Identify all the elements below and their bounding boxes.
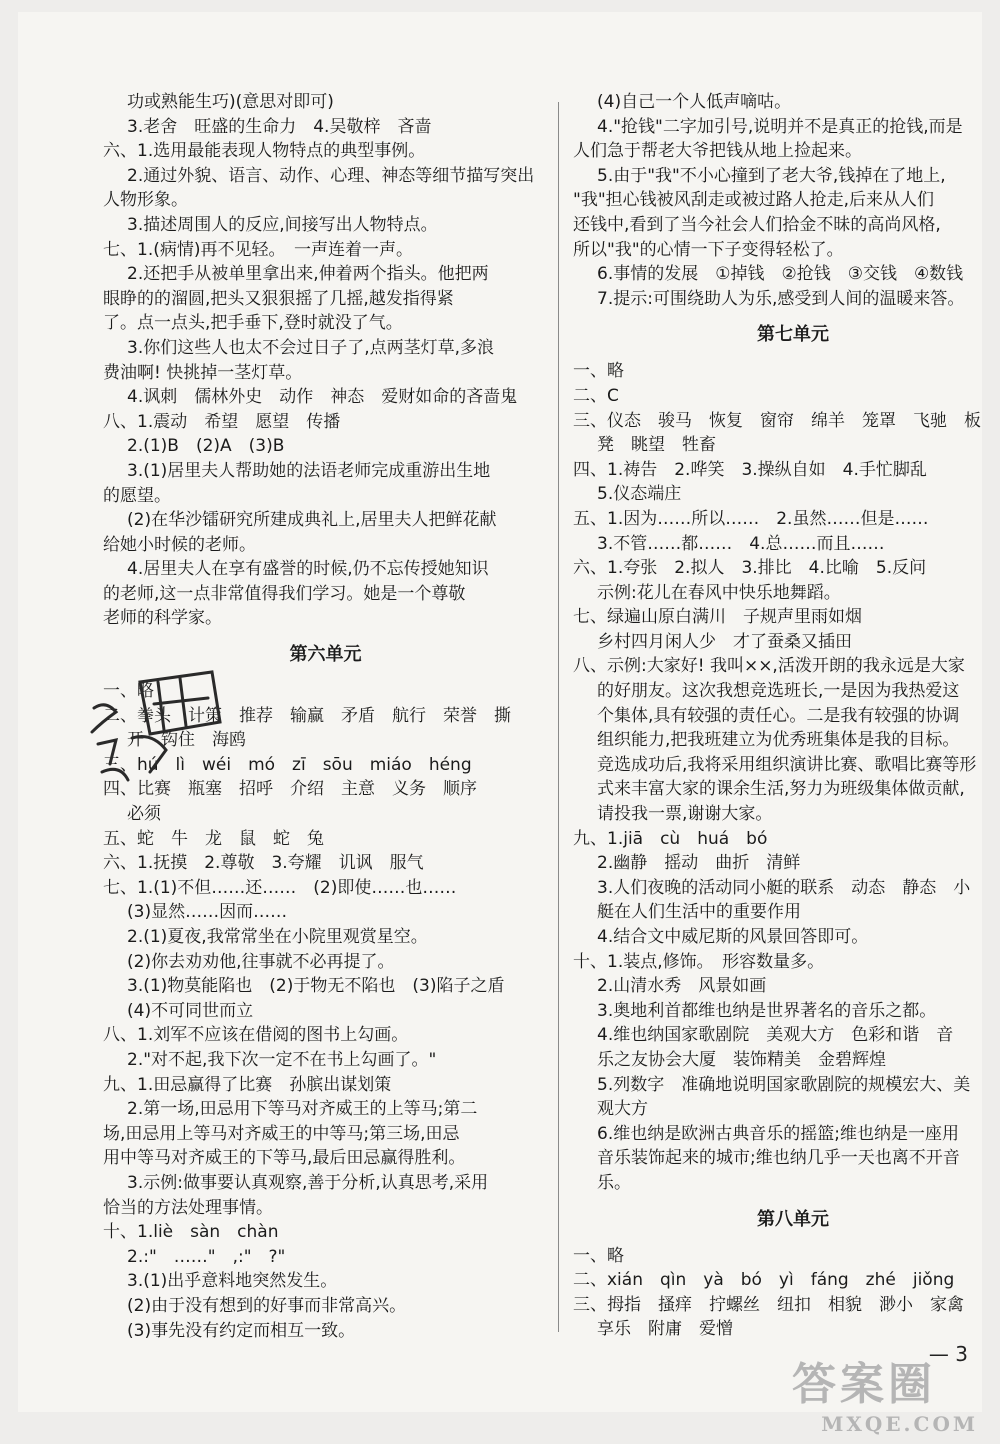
watermark-en: MXQE.COM — [821, 1412, 978, 1436]
answer-line: 组织能力,把我班建立为优秀班集体是我的目标。 — [597, 730, 960, 751]
answer-line: 乐之友协会大厦 装饰精美 金碧辉煌 — [597, 1049, 886, 1070]
answer-line: 五、蛇 牛 龙 鼠 蛇 兔 — [103, 828, 324, 849]
answer-line: 4.居里夫人在享有盛誉的时候,仍不忘传授她知识 — [127, 559, 489, 580]
answer-line: 3.不管……都…… 4.总……而且…… — [597, 533, 885, 554]
answer-line: 2.(1)夏夜,我常常坐在小院里观赏星空。 — [127, 927, 428, 947]
answer-line: 3.你们这些人也太不会过日子了,点两茎灯草,多浪 — [127, 337, 495, 358]
answer-line: 九、1.jiā cù huá bó — [573, 828, 768, 849]
page-number: — 3 — [928, 1342, 968, 1366]
answer-line: 的好朋友。这次我想竞选班长,一是因为我热爱这 — [597, 681, 960, 702]
answer-line: 3.描述周围人的反应,间接写出人物特点。 — [127, 214, 438, 235]
answer-line: 二、C — [573, 385, 619, 406]
answer-line: 九、1.田忌赢得了比赛 孙膑出谋划策 — [103, 1074, 392, 1095]
answer-line: 还钱中,看到了当今社会人们拾金不昧的高尚风格, — [573, 214, 941, 235]
answer-line: 费油啊! 快挑掉一茎灯草。 — [103, 362, 303, 383]
answer-line: 老师的科学家。 — [103, 608, 222, 629]
answer-line: 3.(1)居里夫人帮助她的法语老师完成重游出生地 — [127, 460, 491, 481]
answer-line: 6.事情的发展 ①掉钱 ②抢钱 ③交钱 ④数钱 — [597, 264, 964, 285]
answer-line: 乡村四月闲人少 才了蚕桑又插田 — [597, 631, 852, 652]
answer-line: 5.由于"我"不小心撞到了老大爷,钱掉在了地上, — [597, 165, 946, 186]
answer-line: 四、1.祷告 2.哗笑 3.操纵自如 4.手忙脚乱 — [573, 459, 927, 480]
answer-line: 四、比赛 瓶塞 招呼 介绍 主意 义务 顺序 — [103, 779, 477, 800]
answer-line: 2.:" ……" ,:" ?" — [127, 1246, 286, 1267]
answer-page — [18, 12, 982, 1412]
answer-line: 个集体,具有较强的责任心。二是我有较强的协调 — [597, 705, 960, 726]
answer-line: 2.(1)B (2)A (3)B — [127, 436, 285, 457]
column-divider — [558, 102, 559, 1332]
answer-line: 二、拳头 计策 推荐 输赢 矛盾 航行 荣誉 撕 — [103, 705, 511, 726]
answer-line: 人们急于帮老大爷把钱从地上捡起来。 — [573, 141, 862, 162]
answer-line: 功或熟能生巧)(意思对即可) — [127, 92, 334, 112]
answer-line: 六、1.夸张 2.拟人 3.排比 4.比喻 5.反问 — [573, 558, 927, 579]
answer-line: 用中等马对齐威王的下等马,最后田忌赢得胜利。 — [103, 1148, 466, 1169]
answer-line: 六、1.抚摸 2.尊敬 3.夸耀 讥讽 服气 — [103, 853, 424, 874]
answer-line: (4)自己一个人低声嘀咕。 — [597, 92, 792, 112]
answer-line: 了。点一点头,把手垂下,登时就没了气。 — [103, 313, 403, 334]
answer-line: 的老师,这一点非常值得我们学习。她是一个尊敬 — [103, 583, 466, 604]
answer-line: 3.奥地利首都维也纳是世界著名的音乐之都。 — [597, 1000, 937, 1021]
answer-line: 3.(1)出乎意料地突然发生。 — [127, 1271, 338, 1292]
answer-line: 七、绿遍山原白满川 子规声里雨如烟 — [573, 607, 862, 628]
answer-line: 2.第一场,田忌用下等马对齐威王的上等马;第二 — [127, 1099, 478, 1120]
answer-line: 人物形象。 — [103, 190, 188, 211]
answer-line: 2.还把手从被单里拿出来,伸着两个指头。他把两 — [127, 264, 489, 285]
answer-line: 十、1.装点,修饰。 形容数量多。 — [573, 951, 825, 972]
answer-line: 竞选成功后,我将采用组织演讲比赛、歌唱比赛等形 — [597, 754, 977, 775]
answer-line: 恰当的方法处理事情。 — [103, 1197, 273, 1218]
answer-line: (2)你去劝劝他,往事就不必再提了。 — [127, 951, 395, 972]
right-column — [573, 90, 1000, 1342]
answer-line: 八、1.震动 希望 愿望 传播 — [103, 411, 341, 432]
answer-line: 3.(1)物莫能陷也 (2)于物无不陷也 (3)陷子之盾 — [127, 976, 505, 997]
answer-line: 2."对不起,我下次一定不在书上勾画了。" — [127, 1049, 437, 1070]
answer-line: 2.幽静 摇动 曲折 清鲜 — [597, 853, 801, 874]
answer-line: 所以"我"的心情一下子变得轻松了。 — [573, 239, 844, 260]
answer-line: 的愿望。 — [103, 485, 171, 506]
answer-line: 八、1.刘军不应该在借阅的图书上勾画。 — [103, 1025, 409, 1046]
answer-line: 4."抢钱"二字加引号,说明并不是真正的抢钱,而是 — [597, 116, 963, 137]
answer-line: 7.提示:可围绕助人为乐,感受到人间的温暖来答。 — [597, 288, 965, 309]
unit-heading: 第七单元 — [757, 324, 829, 346]
answer-line: 一、略 — [103, 681, 154, 702]
answer-line: 必须 — [127, 804, 161, 825]
answer-line: 6.维也纳是欧洲古典音乐的摇篮;维也纳是一座用 — [597, 1123, 959, 1144]
unit-heading: 第六单元 — [289, 644, 362, 666]
answer-line: 六、1.选用最能表现人物特点的典型事例。 — [103, 141, 426, 162]
answer-line: 观大方 — [597, 1099, 648, 1120]
answer-line: 一、略 — [573, 1245, 624, 1266]
answer-line: 一、略 — [573, 361, 624, 382]
answer-line: "我"担心钱被风刮走或被过路人抢走,后来从人们 — [573, 190, 935, 211]
watermark-logo — [792, 1348, 992, 1438]
answer-line: 二、xián qìn yà bó yì fáng zhé jiǒng — [573, 1270, 955, 1291]
answer-line: 3.老舍 旺盛的生命力 4.吴敬梓 吝啬 — [127, 116, 432, 137]
answer-line: 3.示例:做事要认真观察,善于分析,认真思考,采用 — [127, 1172, 489, 1193]
answer-line: 4.维也纳国家歌剧院 美观大方 色彩和谐 音 — [597, 1025, 954, 1046]
answer-line: 音乐装饰起来的城市;维也纳几乎一天也离不开音 — [597, 1148, 960, 1169]
handwritten-stamp-icon — [80, 660, 240, 810]
answer-line: 三、仪态 骏马 恢复 窗帘 绵羊 笼罩 飞驰 板 — [573, 410, 981, 431]
answer-line: (2)由于没有想到的好事而非常高兴。 — [127, 1295, 407, 1316]
unit-heading: 第八单元 — [757, 1208, 829, 1230]
answer-line: 七、1.(病情)再不见轻。 一声连着一声。 — [103, 239, 413, 260]
answer-line: 五、1.因为……所以…… 2.虽然……但是…… — [573, 508, 929, 529]
answer-line: 请投我一票,谢谢大家。 — [597, 804, 773, 825]
watermark-cn: 答案圈 — [792, 1359, 936, 1410]
answer-line: 5.仪态端庄 — [597, 484, 682, 505]
answer-line: 享乐 附庸 爱憎 — [597, 1319, 733, 1340]
answer-line: 艇在人们生活中的重要作用 — [597, 902, 801, 923]
answer-line: (4)不可同世而立 — [127, 1000, 254, 1021]
answer-line: 开 钩住 海鸥 — [127, 730, 246, 751]
answer-line: 七、1.(1)不但……还…… (2)即使……也…… — [103, 877, 457, 898]
answer-line: 三、拇指 搔痒 拧螺丝 纽扣 相貌 渺小 家禽 — [573, 1294, 964, 1315]
answer-line: 2.通过外貌、语言、动作、心理、神态等细节描写突出 — [127, 165, 535, 186]
answer-line: 式来丰富大家的课余生活,努力为班级集体做贡献, — [597, 779, 965, 800]
answer-line: 凳 眺望 牲畜 — [597, 435, 716, 456]
answer-line: 八、示例:大家好! 我叫××,活泼开朗的我永远是大家 — [573, 656, 965, 677]
answer-line: 给她小时候的老师。 — [103, 534, 256, 555]
answer-line: 4.讽刺 儒林外史 动作 神态 爱财如命的吝啬鬼 — [127, 387, 518, 408]
answer-line: 示例:花儿在春风中快乐地舞蹈。 — [597, 582, 841, 603]
answer-line: 十、1.liè sàn chàn — [103, 1222, 279, 1243]
answer-line: 5.列数字 准确地说明国家歌剧院的规模宏大、美 — [597, 1074, 971, 1095]
answer-line: 乐。 — [597, 1172, 631, 1193]
answer-line: 3.人们夜晚的活动同小艇的联系 动态 静态 小 — [597, 877, 971, 898]
answer-line: (3)显然……因而…… — [127, 902, 288, 923]
answer-line: 2.山清水秀 风景如画 — [597, 976, 767, 997]
answer-line: (2)在华沙镭研究所建成典礼上,居里夫人把鲜花献 — [127, 510, 497, 531]
answer-line: 眼睁的的溜圆,把头又狠狠摇了几摇,越发指得紧 — [103, 288, 454, 309]
answer-line: 4.结合文中威尼斯的风景回答即可。 — [597, 927, 869, 947]
answer-line: 三、hú lì wéi mó zī sōu miáo héng — [103, 754, 472, 775]
answer-line: (3)事先没有约定而相互一致。 — [127, 1320, 356, 1341]
answer-line: 场,田忌用上等马对齐威王的中等马;第三场,田忌 — [103, 1123, 460, 1144]
